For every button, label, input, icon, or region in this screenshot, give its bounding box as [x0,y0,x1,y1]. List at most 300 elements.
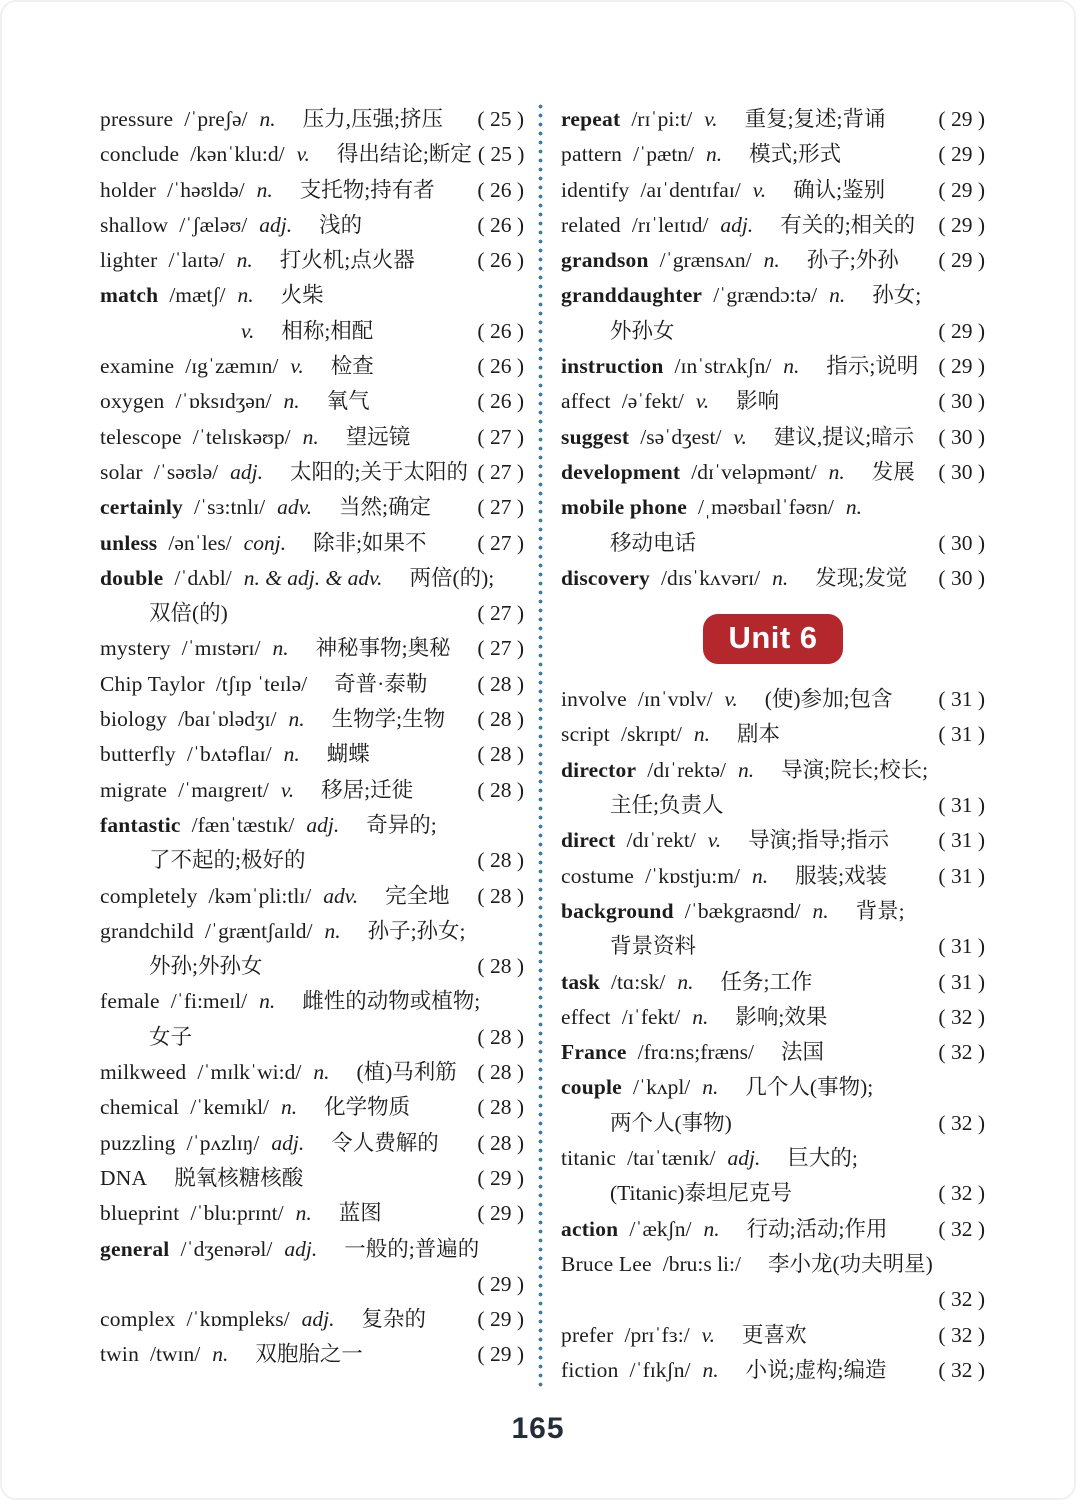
headword: France [561,1040,627,1065]
chinese-gloss: 支托物;持有者 [299,177,435,202]
part-of-speech: n. [702,1357,719,1382]
entry-line [100,631,524,666]
entry-line [561,349,985,384]
page-reference: ( 29 ) [477,1307,524,1332]
part-of-speech: v. [280,777,295,802]
entry-line [561,859,985,894]
chinese-gloss: 雌性的动物或植物; [302,989,481,1014]
entry-line [561,717,985,752]
part-of-speech: adj. [230,459,263,484]
phonetic-transcription: /dɪˈveləpmənt/ [691,459,817,484]
phonetic-transcription: /ˈgrændɔ:tə/ [713,283,818,308]
entry-text [100,278,324,313]
entry-line [100,173,524,208]
chinese-gloss: 望远镜 [345,424,411,449]
headword: mystery [100,636,171,661]
entry-text [100,808,437,843]
entry-text [100,1337,363,1372]
headword: milkweed [100,1060,187,1085]
chinese-gloss: 打火机;点火器 [279,248,415,273]
part-of-speech: adj. [259,212,293,237]
entry-text [610,1176,792,1211]
chinese-gloss: 发现;发觉 [815,565,908,590]
page-reference: ( 28 ) [477,1060,524,1085]
page-reference: ( 31 ) [938,969,985,994]
page-reference: ( 27 ) [477,459,524,484]
page-reference: ( 27 ) [477,495,524,520]
entry-line [100,737,524,772]
page-reference: ( 26 ) [477,177,524,202]
chinese-gloss: 女子 [149,1024,193,1049]
entry-continuation-line [561,314,985,349]
entry-line [561,894,985,929]
entry-text [100,455,468,490]
headword: DNA [100,1165,148,1190]
entry-text [561,859,887,894]
chinese-gloss: 服装;戏装 [795,863,888,888]
entry-text [100,1126,439,1161]
chinese-gloss: 指示;说明 [826,354,919,379]
entry-line [561,1247,985,1282]
page-reference: ( 29 ) [938,354,985,379]
page-reference: ( 28 ) [477,777,524,802]
entry-line [561,561,985,596]
part-of-speech: n. [738,757,755,782]
headword: repeat [561,107,621,131]
part-of-speech: n. & adj. & adv. [243,565,383,590]
chinese-gloss: 氧气 [326,389,370,414]
entry-text [100,879,450,914]
entry-line [100,102,524,137]
phonetic-transcription: /tʃɪp ˈteɪlə/ [215,671,308,696]
entry-text [561,137,841,172]
entry-text [610,1106,732,1141]
headword: grandchild [100,918,194,943]
chinese-gloss: 李小龙(功夫明星) [767,1251,933,1276]
entry-text [561,384,779,419]
part-of-speech: adj. [306,812,340,837]
chinese-gloss: 复杂的 [361,1307,427,1332]
entry-text [100,914,466,949]
page-reference: ( 28 ) [477,954,524,979]
entry-line [561,420,985,455]
entry-continuation-line [561,929,985,964]
chinese-gloss: 主任;负责人 [610,793,724,818]
part-of-speech: adj. [720,212,754,237]
entry-text [100,243,415,278]
phonetic-transcription: /dɪˈrekt/ [626,828,696,853]
part-of-speech: n. [259,989,276,1014]
entry-line [561,965,985,1000]
headword: prefer [561,1322,614,1347]
entry-text [561,561,907,596]
headword: granddaughter [561,283,703,308]
entry-text [100,384,370,419]
entry-line [561,1070,985,1105]
entry-line [100,702,524,737]
page-reference: ( 32 ) [938,1110,985,1135]
phonetic-transcription: /mætʃ/ [169,283,226,308]
entry-text [561,682,893,717]
page-reference: ( 27 ) [477,636,524,661]
page-reference: ( 29 ) [477,1201,524,1226]
entry-text [100,1302,426,1337]
glossary-column-left [100,102,524,1390]
phonetic-transcription: /ˈhəʊldə/ [167,177,245,202]
entry-text [561,1000,827,1035]
entry-text [100,349,374,384]
phonetic-transcription: /ˈsəʊlə/ [153,459,219,484]
entry-line [561,243,985,278]
page-reference: ( 28 ) [477,707,524,732]
page-number: 165 [511,1412,565,1445]
phonetic-transcription: /ɪgˈzæmɪn/ [185,354,279,379]
page-reference: ( 26 ) [477,318,524,343]
phonetic-transcription: /rɪˈleɪtɪd/ [631,212,709,237]
entry-line [561,102,985,137]
part-of-speech: n. [812,898,829,923]
headword: shallow [100,212,169,237]
part-of-speech: v. [701,1322,715,1347]
page-reference: ( 29 ) [938,212,985,237]
page-reference: ( 32 ) [938,1322,985,1347]
unit-badge-row [561,596,985,682]
headword: development [561,459,681,484]
headword: complex [100,1307,176,1332]
page-reference: ( 32 ) [938,1216,985,1241]
chinese-gloss: 小说;虚构;编造 [745,1357,887,1382]
entry-line [561,278,985,313]
entry-text [100,1055,457,1090]
entry-text [561,1070,873,1105]
part-of-speech: n. [677,969,694,994]
headword: lighter [100,248,158,273]
part-of-speech: n. [828,459,845,484]
chinese-gloss: 孙子;孙女; [367,918,466,943]
headword: blueprint [100,1201,180,1226]
headword: costume [561,863,635,888]
page-reference: ( 29 ) [938,107,985,131]
entry-line [100,526,524,561]
headword: discovery [561,565,650,590]
chinese-gloss: 建议,提议;暗示 [773,424,915,449]
headword: oxygen [100,389,165,414]
chinese-gloss: 导演;院长;校长; [781,757,929,782]
part-of-speech: n. [212,1342,229,1367]
page-reference: ( 27 ) [477,601,524,626]
page-reference: ( 27 ) [477,530,524,555]
entry-text [100,773,413,808]
chinese-gloss: 行动;活动;作用 [746,1216,888,1241]
entry-text [100,1161,303,1196]
entry-text [149,843,305,878]
entry-text [561,490,862,525]
page-reference: ( 31 ) [938,828,985,853]
headword: related [561,212,621,237]
part-of-speech: n. [829,283,846,308]
entry-line [100,137,524,172]
entry-text [241,314,373,349]
phonetic-transcription: /kəmˈpli:tlɪ/ [208,883,312,908]
headword: double [100,565,164,590]
part-of-speech: n. [751,863,769,888]
phonetic-transcription: /taɪˈtænɪk/ [627,1146,716,1171]
headword: titanic [561,1146,617,1171]
phonetic-transcription: /ˈkemɪkl/ [190,1095,270,1120]
headword: fantastic [100,812,181,837]
phonetic-transcription: /aɪˈdentɪfaɪ/ [640,177,741,202]
phonetic-transcription: /frɑ:ns;fræns/ [637,1040,755,1065]
chinese-gloss: (Titanic)泰坦尼克号 [610,1181,792,1206]
chinese-gloss: 令人费解的 [331,1130,439,1155]
chinese-gloss: 有关的;相关的 [780,212,916,237]
entry-line [100,561,524,596]
page-reference: ( 26 ) [477,248,524,273]
chinese-gloss: 双胞胎之一 [255,1342,363,1367]
headword: background [561,898,674,923]
entry-text [100,1232,479,1267]
chinese-gloss: 孙女; [872,283,922,308]
part-of-speech: n. [272,636,289,661]
headword: puzzling [100,1130,176,1155]
headword: direct [561,828,616,853]
entry-line [100,773,524,808]
chinese-gloss: 发展 [871,459,915,484]
part-of-speech: n. [295,1201,312,1226]
entry-line [561,823,985,858]
entry-text [100,420,410,455]
entry-continuation-line [100,1267,524,1302]
page-reference: ( 28 ) [477,671,524,696]
part-of-speech: v. [752,177,767,202]
part-of-speech: v. [296,142,310,167]
page-reference: ( 28 ) [477,1130,524,1155]
headword: twin [100,1342,140,1367]
phonetic-transcription: /ˈfɪkʃn/ [629,1357,691,1382]
chinese-gloss: 几个人(事物); [745,1075,874,1100]
headword: female [100,989,160,1014]
part-of-speech: n. [706,142,723,167]
phonetic-transcription: /ˈpʌzlɪŋ/ [186,1130,260,1155]
part-of-speech: n. [288,707,305,732]
headword: chemical [100,1095,180,1120]
headword: Chip Taylor [100,671,205,696]
entry-line [561,1318,985,1353]
part-of-speech: adj. [271,1130,305,1155]
chinese-gloss: 外孙;外孙女 [149,954,263,979]
page-reference: ( 31 ) [938,687,985,712]
page-reference: ( 30 ) [938,459,985,484]
page-reference: ( 25 ) [477,107,524,131]
phonetic-transcription: /twɪn/ [150,1342,201,1367]
part-of-speech: v. [707,828,722,853]
chinese-gloss: 化学物质 [324,1095,411,1120]
entry-line [100,490,524,525]
headword: biology [100,707,168,732]
entry-text [561,1141,858,1176]
headword: Bruce Lee [561,1251,652,1276]
page-reference: ( 28 ) [477,848,524,873]
entry-text [100,173,435,208]
page-reference: ( 29 ) [477,1271,524,1296]
entry-text [561,1247,933,1282]
headword: examine [100,354,175,379]
chinese-gloss: 检查 [330,354,374,379]
page-reference: ( 30 ) [938,565,985,590]
phonetic-transcription: /ˈmɪlkˈwi:d/ [197,1060,302,1085]
entry-text [561,1318,807,1353]
page-reference: ( 26 ) [477,212,524,237]
part-of-speech: v. [704,107,718,131]
chinese-gloss: 完全地 [385,883,450,908]
headword: suggest [561,424,630,449]
headword: solar [100,459,143,484]
page-reference: ( 29 ) [938,318,985,343]
headword: fiction [561,1357,619,1382]
page-reference: ( 28 ) [477,883,524,908]
part-of-speech: n. [302,424,319,449]
chinese-gloss: 奇异的; [366,812,437,837]
part-of-speech: n. [845,495,862,520]
page-reference: ( 29 ) [938,142,985,167]
entry-continuation-line [561,788,985,823]
entry-line [100,1196,524,1231]
entry-line [561,490,985,525]
entry-continuation-line [561,526,985,561]
phonetic-transcription: /ˌməʊbaɪlˈfəʊn/ [698,495,834,520]
chinese-gloss: 奇普·泰勒 [334,671,428,696]
part-of-speech: n. [783,354,800,379]
entry-text [100,737,370,772]
entry-continuation-line [561,1282,985,1317]
phonetic-transcription: /tɑ:sk/ [611,969,666,994]
chinese-gloss: 影响;效果 [735,1004,828,1029]
headword: action [561,1216,619,1241]
entry-line [100,1161,524,1196]
phonetic-transcription: /ˈækʃn/ [629,1216,692,1241]
phonetic-transcription: /ˈdʒenərəl/ [180,1236,273,1261]
page-reference: ( 31 ) [938,722,985,747]
part-of-speech: n. [702,1075,719,1100]
part-of-speech: n. [236,248,253,273]
entry-text [561,243,899,278]
headword: grandson [561,248,649,273]
entry-line [100,420,524,455]
part-of-speech: n. [281,1095,298,1120]
chinese-gloss: 外孙女 [610,318,675,343]
phonetic-transcription: /ˈbækgraʊnd/ [684,898,801,923]
page-reference: ( 29 ) [938,177,985,202]
headword: migrate [100,777,168,802]
phonetic-transcription: /ˈgrænsʌn/ [659,248,752,273]
chinese-gloss: 了不起的;极好的 [149,848,306,873]
entry-line [100,1055,524,1090]
phonetic-transcription: /baɪˈɒlədʒɪ/ [178,707,277,732]
entry-text [100,702,445,737]
entry-line [561,173,985,208]
part-of-speech: n. [283,742,300,767]
phonetic-transcription: /ˈlaɪtə/ [168,248,225,273]
page-reference: ( 28 ) [477,1095,524,1120]
phonetic-transcription: /ˈkɒstju:m/ [645,863,740,888]
phonetic-transcription: /bru:s li:/ [662,1251,741,1276]
phonetic-transcription: /əˈfekt/ [621,389,684,414]
phonetic-transcription: /ˈdʌbl/ [174,565,232,590]
part-of-speech: n. [693,722,711,747]
phonetic-transcription: /prɪˈfɜ:/ [624,1322,690,1347]
entry-line [100,455,524,490]
phonetic-transcription: /skrɪpt/ [620,722,682,747]
chinese-gloss: 剧本 [737,722,781,747]
part-of-speech: adj. [727,1146,761,1171]
entry-line [100,1232,524,1267]
entry-line [100,667,524,702]
entry-text [610,929,696,964]
entry-text [561,894,905,929]
headword: telescope [100,424,182,449]
chinese-gloss: 重复;复述;背诵 [744,107,886,131]
phonetic-transcription: /ˈmaɪgreɪt/ [178,777,269,802]
entry-text [149,596,228,631]
chinese-gloss: 任务;工作 [720,969,813,994]
part-of-speech: v. [241,318,255,343]
entry-line [561,384,985,419]
chinese-gloss: 一般的;普遍的 [344,1236,480,1261]
chinese-gloss: 相称;相配 [281,318,374,343]
entry-text [561,278,921,313]
dotted-column-divider [538,102,543,1390]
chinese-gloss: 巨大的; [787,1146,858,1171]
page-reference: ( 29 ) [477,1165,524,1190]
entry-line [100,914,524,949]
entry-text [100,631,451,666]
part-of-speech: n. [703,1216,720,1241]
part-of-speech: conj. [243,530,287,555]
headword: pressure [100,107,174,131]
glossary-column-right [561,102,985,1390]
page-reference: ( 32 ) [938,1004,985,1029]
entry-text [561,965,812,1000]
headword: completely [100,883,198,908]
phonetic-transcription: /səˈdʒest/ [640,424,722,449]
entry-text [561,823,889,858]
entry-text [100,667,427,702]
entry-line [100,879,524,914]
entry-continuation-line [100,843,524,878]
chinese-gloss: 影响 [736,389,780,414]
part-of-speech: n. [256,177,273,202]
entry-line [561,682,985,717]
entry-text [100,984,480,1019]
part-of-speech: v. [724,687,738,712]
headword: effect [561,1004,611,1029]
chinese-gloss: 神秘事物;奥秘 [315,636,451,661]
entry-line [561,1035,985,1070]
phonetic-transcription: /ɪnˈstrʌkʃn/ [674,354,772,379]
page-reference: ( 29 ) [477,1342,524,1367]
part-of-speech: n. [237,283,254,308]
chinese-gloss: 得出结论;断定 [336,142,472,167]
entry-continuation-line [100,314,524,349]
chinese-gloss: 两倍(的); [409,565,495,590]
phonetic-transcription: /ɪnˈvɒlv/ [637,687,713,712]
entry-continuation-line [100,596,524,631]
headword: instruction [561,354,664,379]
part-of-speech: v. [695,389,710,414]
entry-line [100,243,524,278]
glossary-content [2,2,1074,1390]
page-reference: ( 29 ) [938,248,985,273]
